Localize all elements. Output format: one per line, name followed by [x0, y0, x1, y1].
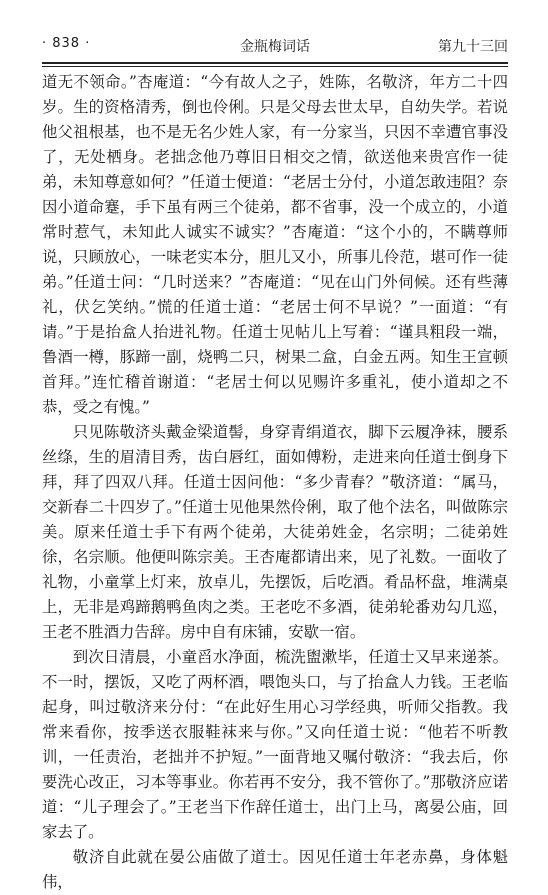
paragraph: 到次日清晨，小童舀水净面，梳洗盥漱毕，任道士又早来递茶。不一时，摆饭，又吃了两杯酒，喂饱头口，与了抬盒人力钱。王老临起身，叫过敬济来分付：“在此好生用心习学经典，听师父指教。我常来看你，按季送衣服鞋袜来与你。”又向任道士说：“他若不听教训，一任责治，老拙并不护短。”一面背地又嘱付敬济：“我去后，你要洗心改正，习本等事业。你若再不安分，我不管你了。”那敬济应诺道：“儿子理会了。”王老当下作辞任道士，出门上马，离晏公庙，回家去了。 — [42, 648, 508, 841]
paragraph: 敬济自此就在晏公庙做了道士。因见任道士年老赤鼻，身体魁伟， — [42, 848, 508, 891]
header-rule-thick — [42, 62, 508, 64]
paragraph: 只见陈敬济头戴金梁道髻，身穿青绢道衣，脚下云履净袜，腰系丝绦，生的眉清目秀，齿白唇红，面如傅粉，走进来向任道士倒身下拜，拜了四双八拜。任道士因问他：“多少青春？”敬济道：“属马，交新春二十四岁了。”任道士见他果然伶俐，取了他个法名，叫做陈宗美。原来任道士手下有两个徒弟，大徒弟姓金，名宗明；二徒弟姓徐，名宗顺。他便叫陈宗美。王杏庵都请出来，见了礼数。一面收了礼物，小童掌上灯来，放卓儿，先摆饭，后吃酒。肴品杯盘，堆满桌上，无非是鸡蹄鹅鸭鱼肉之类。王老吃不多酒，徒弟轮番劝勾几巡，王老不胜酒力告辞。房中自有床铺，安歇一宿。 — [42, 423, 508, 641]
page-number: · 838 · — [42, 36, 91, 51]
paragraph: 道无不领命。”杏庵道：“今有故人之子，姓陈，名敬济，年方二十四岁。生的资格清秀，倒也伶俐。只是父母去世太早，自幼失学。若说他父祖根基，也不是无名少姓人家，有一分家当，只因不幸遭官事没了，无处栖身。老拙念他乃尊旧日相交之情，欲送他来贵宫作一徒弟，未知尊意如何？”任道士便道：“老居士分付，小道怎敢违阻？奈因小道命蹇，手下虽有两三个徒弟，都不省事，没一个成立的，小道常时惹气，未知此人诚实不诚实？”杏庵道：“这个小的，不瞒尊师说，只顾放心，一味老实本分，胆儿又小，所事儿伶范，堪可作一徒弟。”任道士问：“几时送来？”杏庵道：“见在山门外伺候。还有些薄礼，伏乞笑纳。”慌的任道士道：“老居士何不早说？”一面道：“有请。”于是抬盒人抬进礼物。任道士见帖儿上写着：“谨具粗段一端，鲁酒一樽，豚蹄一副，烧鸭二只，树果二盒，白金五两。知生王宣顿首拜。”连忙稽首谢道：“老居士何以见赐许多重礼，使小道却之不恭，受之有愧。” — [42, 73, 508, 416]
book-title: 金瓶梅词话 — [240, 39, 310, 55]
chapter-title: 第九十三回 — [438, 39, 508, 55]
header-rule-thin — [42, 66, 508, 67]
running-header — [42, 34, 508, 58]
body-text — [42, 70, 508, 895]
